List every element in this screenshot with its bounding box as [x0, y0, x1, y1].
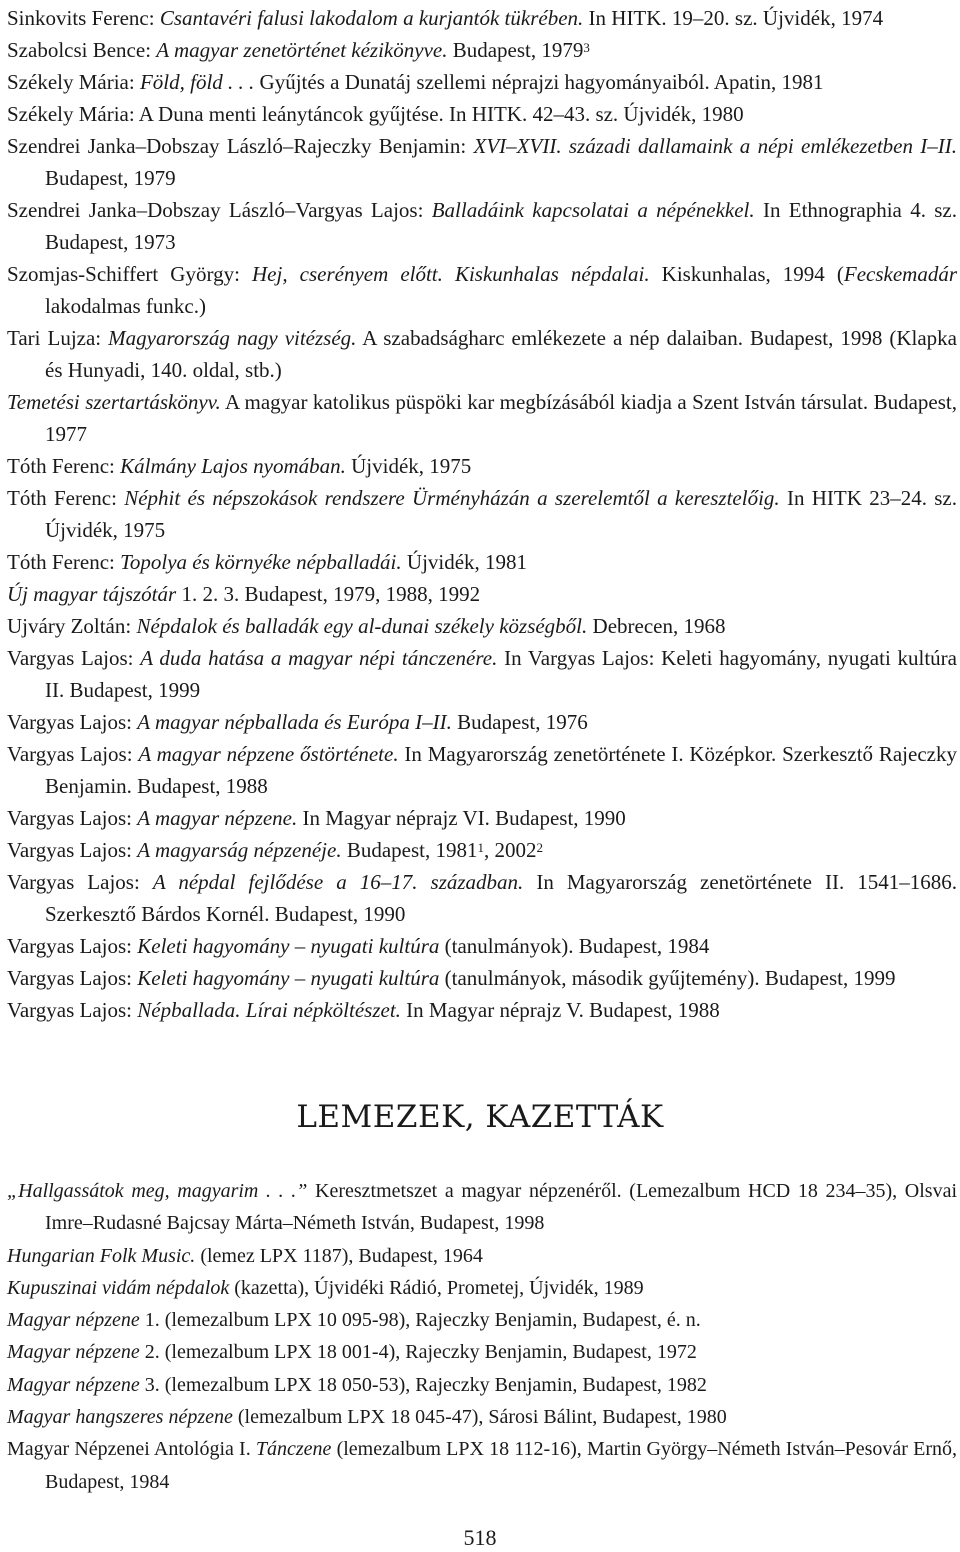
entry-text: Kiskunhalas, 1994 ( [649, 262, 844, 286]
entry-text: Vargyas Lajos: [7, 806, 138, 830]
entry-text: (lemezalbum LPX 18 112-16), Martin György–Németh István–Pesovár Ernő, Budapest, 1984 [45, 1438, 957, 1493]
recording-entry [7, 1336, 957, 1368]
italic-title: Magyar hangszeres népzene [7, 1406, 233, 1429]
entry-text: lakodalmas funkc.) [45, 294, 206, 318]
italic-title: Fecskemadár [843, 262, 957, 286]
entry-text: In Magyarország zenetörténete I. Középkor. Szerkesztő Rajeczky Benjamin. Budapest, 1988 [45, 742, 957, 798]
bibliography-entry [7, 802, 957, 834]
bibliography-entry [7, 930, 957, 962]
entry-text: Újvidék, 1975 [345, 454, 472, 478]
superscript-edition: 3 [583, 40, 590, 55]
recording-entry [7, 1304, 957, 1336]
entry-text: Vargyas Lajos: [7, 646, 141, 670]
entry-text: (lemezalbum LPX 18 045-47), Sárosi Bálint, Budapest, 1980 [232, 1406, 727, 1429]
recording-entry [7, 1240, 957, 1272]
recording-entry [7, 1401, 957, 1433]
entry-text: Budapest, 1979 [447, 38, 584, 62]
superscript-edition: 2 [536, 840, 543, 855]
bibliography-entry [7, 258, 957, 322]
entry-text: Sinkovits Ferenc: [7, 6, 160, 30]
italic-title: Keleti hagyomány – nyugati kultúra [137, 966, 440, 990]
entry-text: Szabolcsi Bence: [7, 38, 157, 62]
bibliography-entry [7, 546, 957, 578]
recording-entry [7, 1433, 957, 1498]
italic-title: A magyar zenetörténet kézikönyve. [156, 38, 448, 62]
bibliography-entry [7, 962, 957, 994]
entry-text: 1. (lemezalbum LPX 10 095-98), Rajeczky Benjamin, Budapest, é. n. [139, 1309, 701, 1332]
italic-title: A népdal fejlődése a 16–17. században. [152, 870, 524, 894]
recording-entry [7, 1369, 957, 1401]
entry-text: Magyar Népzenei Antológia I. [7, 1438, 256, 1461]
section-heading: LEMEZEK, KAZETTÁK [296, 1099, 664, 1135]
entry-text: Gyűjtés a Dunatáj szellemi néprajzi hagyományaiból. Apatin, 1981 [254, 70, 824, 94]
entry-text: Vargyas Lajos: [7, 710, 138, 734]
entry-text: In HITK. 19–20. sz. Újvidék, 1974 [583, 6, 884, 30]
bibliography-entry [7, 34, 957, 66]
entry-text: Székely Mária: [7, 70, 140, 94]
bibliography-entry [7, 866, 957, 930]
entry-text: (lemez LPX 1187), Budapest, 1964 [195, 1244, 483, 1267]
italic-title: A magyar népballada és Európa I–II. [137, 710, 452, 734]
entry-text: Szendrei Janka–Dobszay László–Rajeczky Benjamin: [7, 134, 474, 158]
bibliography-entry [7, 706, 957, 738]
italic-title: Csantavéri falusi lakodalom a kurjantók tükrében. [159, 6, 584, 30]
entry-text: A magyar katolikus püspöki kar megbízásából kiadja a Szent István társulat. Budapest, 1977 [45, 390, 957, 446]
entry-text: (kazetta), Újvidéki Rádió, Prometej, Újvidék, 1989 [229, 1276, 644, 1299]
entry-text: Újvidék, 1981 [401, 550, 528, 574]
entry-text: (tanulmányok, második gyűjtemény). Budapest, 1999 [439, 966, 896, 990]
bibliography-entry [7, 66, 957, 98]
italic-title: Balladáink kapcsolatai a népénekkel. [431, 198, 755, 222]
bibliography-entry [7, 482, 957, 546]
italic-title: Új magyar tájszótár [7, 582, 177, 606]
bibliography-entry [7, 194, 957, 258]
bibliography-entry [7, 738, 957, 802]
entry-text: Vargyas Lajos: [7, 742, 139, 766]
bibliography-entry [7, 322, 957, 386]
italic-title: Népdalok és balladák egy al-dunai székely községből. [136, 614, 588, 638]
entry-text: In Magyarország zenetörténete II. 1541–1686. Szerkesztő Bárdos Kornél. Budapest, 1990 [45, 870, 958, 926]
recordings-list [7, 1175, 957, 1498]
italic-title: Magyar népzene [7, 1341, 140, 1364]
italic-title: Magyar népzene [7, 1309, 140, 1332]
entry-text: Debrecen, 1968 [587, 614, 726, 638]
entry-text: 2. (lemezalbum LPX 18 001-4), Rajeczky Benjamin, Budapest, 1972 [139, 1341, 697, 1364]
superscript-edition: 1 [477, 840, 484, 855]
entry-text: In HITK 23–24. sz. Újvidék, 1975 [45, 486, 957, 542]
italic-title: Temetési szertartáskönyv. [7, 390, 221, 414]
entry-text: Tóth Ferenc: [7, 486, 125, 510]
italic-title: A duda hatása a magyar népi tánczenére. [140, 646, 498, 670]
bibliography-entry [7, 98, 957, 130]
italic-title: Föld, föld . . . [139, 70, 255, 94]
entry-text: Vargyas Lajos: [7, 998, 138, 1022]
entry-text: , 2002 [484, 838, 537, 862]
italic-title: Kupuszinai vidám népdalok [7, 1276, 230, 1299]
entry-text: Vargyas Lajos: [7, 966, 138, 990]
italic-title: „Hallgassátok meg, magyarim . . .” [7, 1180, 308, 1202]
entry-text: Keresztmetszet a magyar népzenéről. (Lemezalbum HCD 18 234–35), Olsvai Imre–Rudasné Bajcsay Márta–Németh István, Budapest, 1998 [45, 1180, 958, 1235]
entry-text: (tanulmányok). Budapest, 1984 [439, 934, 710, 958]
entry-text: Budapest, 1976 [451, 710, 588, 734]
entry-text: Budapest, 1981 [341, 838, 478, 862]
entry-text: In Magyar néprajz V. Budapest, 1988 [400, 998, 720, 1022]
italic-title: Tánczene [255, 1438, 332, 1461]
italic-title: Néphit és népszokások rendszere Ürményházán a szerelemtől a keresztelőig. [124, 486, 780, 510]
entry-text: Tari Lujza: [7, 326, 109, 350]
italic-title: Magyarország nagy vitézség. [108, 326, 357, 350]
entry-text: Szomjas-Schiffert György: [7, 262, 252, 286]
italic-title: Magyar népzene [7, 1373, 140, 1396]
bibliography-entry [7, 994, 957, 1026]
bibliography-entry [7, 834, 957, 866]
entry-text: In Ethnographia 4. sz. Budapest, 1973 [45, 198, 957, 254]
entry-text: 3. (lemezalbum LPX 18 050-53), Rajeczky Benjamin, Budapest, 1982 [139, 1373, 707, 1396]
italic-title: Hej, cserényem előtt. Kiskunhalas népdalai. [252, 262, 650, 286]
italic-title: A magyarság népzenéje. [137, 838, 342, 862]
entry-text: A szabadságharc emlékezete a nép dalaiban. Budapest, 1998 (Klapka és Hunyadi, 140. oldal, stb.) [45, 326, 957, 382]
italic-title: Kálmány Lajos nyomában. [120, 454, 346, 478]
entry-text: 1. 2. 3. Budapest, 1979, 1988, 1992 [176, 582, 481, 606]
bibliography-list [7, 2, 957, 1026]
entry-text: Budapest, 1979 [45, 166, 176, 190]
page-number: 518 [463, 1525, 497, 1550]
italic-title: Topolya és környéke népballadái. [120, 550, 402, 574]
entry-text: Vargyas Lajos: [7, 934, 138, 958]
italic-title: XVI–XVII. századi dallamaink a népi emlékezetben I–II. [473, 134, 957, 158]
entry-text: Ujváry Zoltán: [7, 614, 137, 638]
recording-entry [7, 1175, 957, 1240]
bibliography-entry [7, 578, 957, 610]
entry-text: In Vargyas Lajos: Keleti hagyomány, nyugati kultúra II. Budapest, 1999 [45, 646, 957, 702]
italic-title: Keleti hagyomány – nyugati kultúra [137, 934, 440, 958]
entry-text: Tóth Ferenc: [7, 454, 121, 478]
bibliography-entry [7, 386, 957, 450]
entry-text: Vargyas Lajos: [7, 838, 138, 862]
entry-text: Székely Mária: A Duna menti leánytáncok gyűjtése. In HITK. 42–43. sz. Újvidék, 1980 [7, 102, 744, 126]
italic-title: A magyar népzene. [137, 806, 298, 830]
bibliography-entry [7, 2, 957, 34]
entry-text: In Magyar néprajz VI. Budapest, 1990 [297, 806, 626, 830]
entry-text: Vargyas Lajos: [7, 870, 153, 894]
bibliography-entry [7, 130, 957, 194]
italic-title: Hungarian Folk Music. [7, 1244, 196, 1267]
bibliography-entry [7, 450, 957, 482]
bibliography-entry [7, 610, 957, 642]
italic-title: Népballada. Lírai népköltészet. [137, 998, 401, 1022]
entry-text: Szendrei Janka–Dobszay László–Vargyas Lajos: [7, 198, 432, 222]
recording-entry [7, 1272, 957, 1304]
entry-text: Tóth Ferenc: [7, 550, 121, 574]
bibliography-entry [7, 642, 957, 706]
italic-title: A magyar népzene őstörténete. [138, 742, 399, 766]
